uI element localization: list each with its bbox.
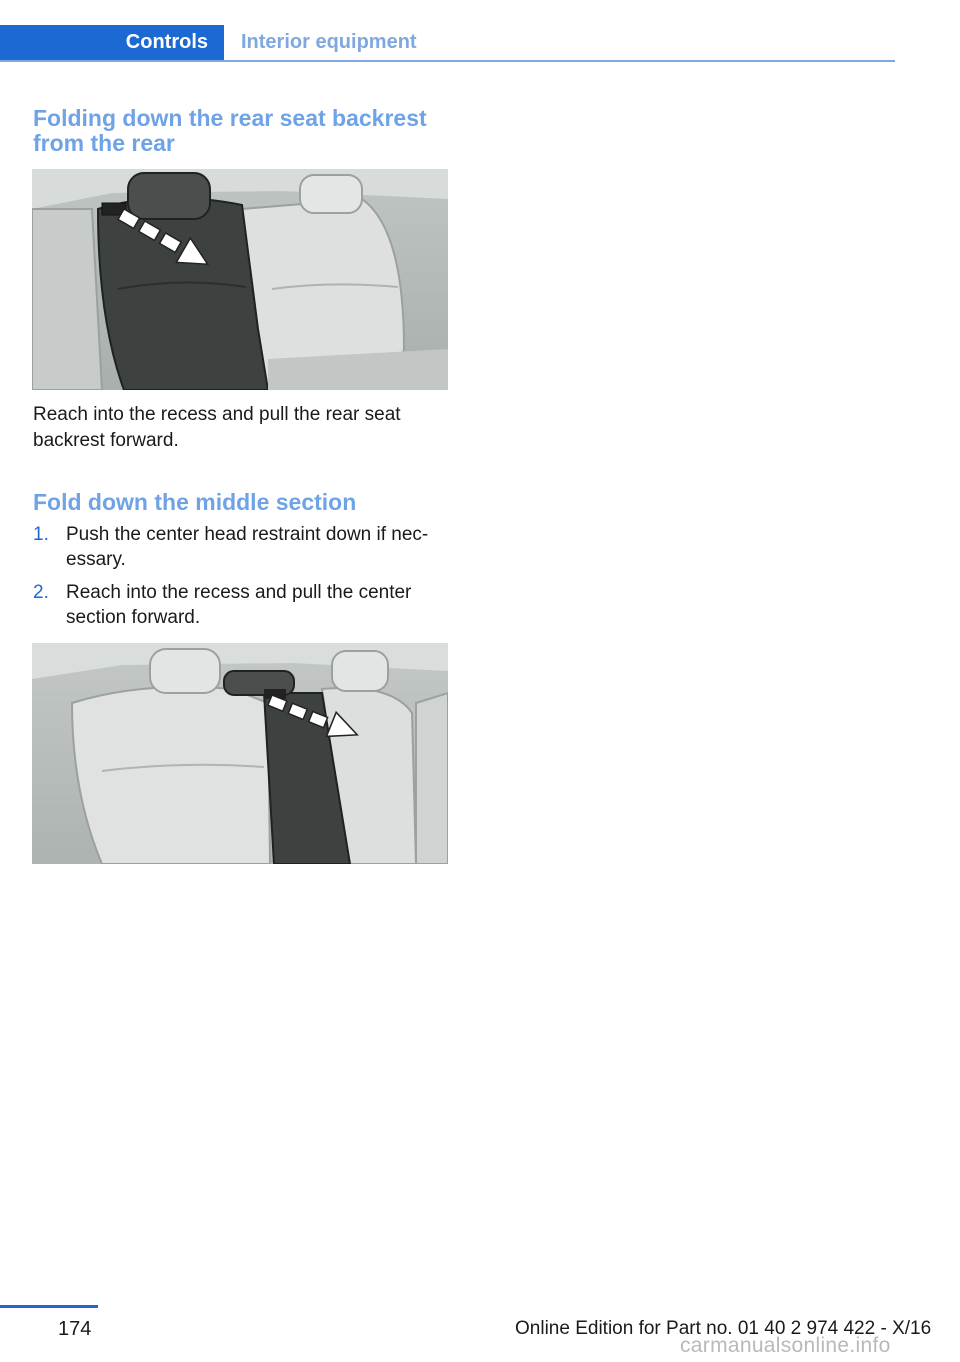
- tab-controls[interactable]: Controls: [0, 25, 224, 60]
- heading-line: Folding down the rear seat backrest: [33, 105, 427, 131]
- rear-seat-illustration: [32, 169, 448, 390]
- section-heading-middle-section: Fold down the middle section: [33, 489, 357, 515]
- page-number: 174: [58, 1318, 92, 1340]
- header-tabbar: [0, 25, 895, 62]
- rear-seat-fold-photo: [32, 169, 448, 390]
- step-line: Reach into the recess and pull the center: [66, 582, 412, 603]
- body-line: Reach into the recess and pull the rear seat: [33, 404, 401, 425]
- step-text: [66, 522, 451, 572]
- step-line: essary.: [66, 549, 126, 570]
- header-rule: [0, 60, 895, 62]
- step-number: 2.: [33, 582, 49, 603]
- step-line: section forward.: [66, 607, 201, 628]
- tab-interior-equipment[interactable]: Interior equipment: [241, 31, 417, 53]
- middle-section-illustration: [32, 643, 448, 864]
- step-line: Push the center head restraint down if nec‐: [66, 524, 429, 545]
- edition-text: Online Edition for Part no. 01 40 2 974 422 - X/16: [515, 1318, 932, 1339]
- step-text: [66, 580, 451, 630]
- heading-line: from the rear: [33, 130, 175, 156]
- section-heading-folding-backrest: [33, 106, 453, 156]
- middle-section-fold-photo: [32, 643, 448, 864]
- step-number: 1.: [33, 524, 49, 545]
- body-line: backrest forward.: [33, 430, 179, 451]
- body-paragraph: [33, 402, 453, 454]
- watermark: carmanualsonline.info: [680, 1334, 891, 1357]
- footer-rule: [0, 1305, 98, 1308]
